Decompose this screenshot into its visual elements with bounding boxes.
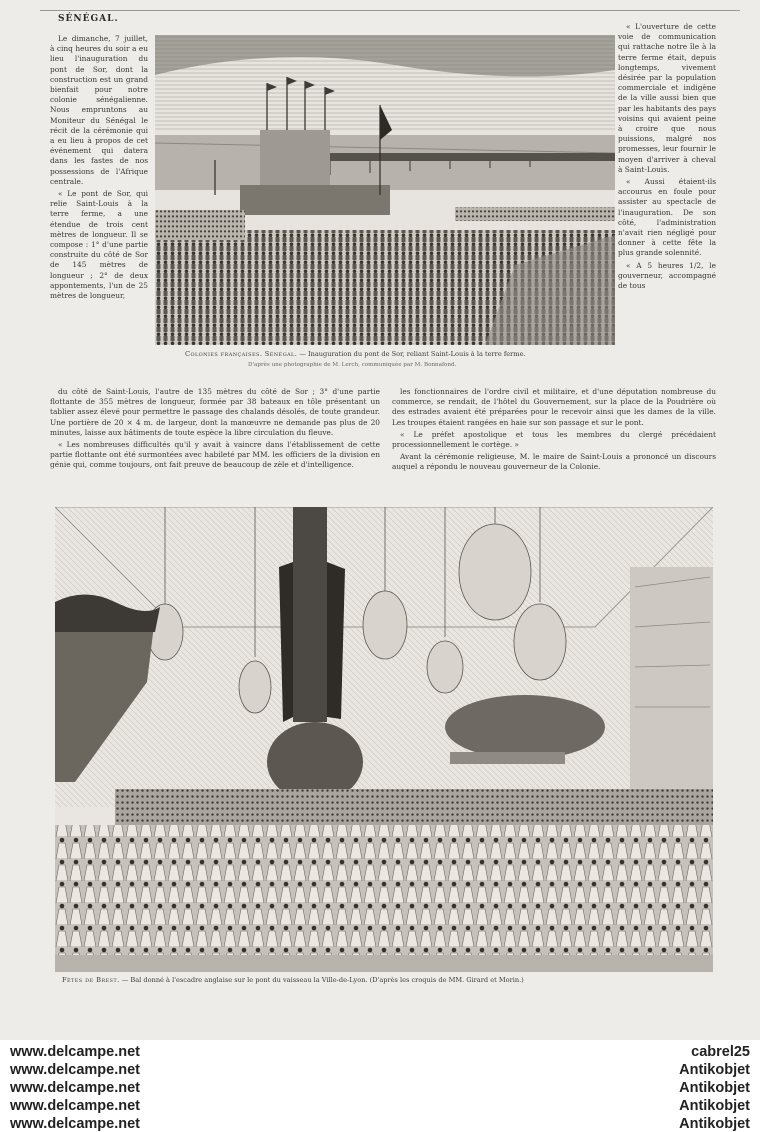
article-paragraph: du côté de Saint-Louis, l'autre de 135 mètres du côté de Sor ; 3° d'une partie flottante de 355 mètres de longueur, formée par 38 bateaux en tôle présentant un tablier assez élevé pour permettre le passage des chalands désolés, de toute grandeur. Une portière de 20 × 4 m. de largeur, dont la manœuvre ne demande pas plus de 20 minutes, laisse aux bâtiments de toute espèce la libre circulation du fleuve. (50, 387, 380, 437)
section-heading: SÉNÉGAL. (58, 14, 119, 24)
article-left-column (50, 34, 148, 410)
engraving-brest-ball (55, 507, 713, 972)
caption-text: — Bal donné à l'escadre anglaise sur le pont du vaisseau la Ville-de-Lyon. (D'après les croquis de MM. Girard et Morin.) (119, 976, 524, 984)
footer-right-line: Antikobjet (679, 1080, 750, 1096)
top-figure-credit: D'après une photographie de M. Lerch, communiquée par M. Bonnafond. (248, 362, 457, 368)
caption-title: Colonies françaises. Sénégal. (185, 350, 298, 358)
caption-text: — Inauguration du pont de Sor, reliant Saint-Louis à la terre ferme. (297, 350, 526, 358)
article-paragraph: les fonctionnaires de l'ordre civil et militaire, et d'une députation nombreuse du commerce, se rendait, de l'hôtel du Gouvernement, sur la place de la Poudrière où des estrades avaient été préparées pour le recevoir ainsi que les dames de la ville. Les troupes étaient rangées en haie sur son passage et sur le pont. (392, 387, 716, 427)
article-paragraph: « Les nombreuses difficultés qu'il y avait à vaincre dans l'établissement de cette partie flottante ont été surmontées avec habileté par MM. les officiers de la division en génie qui, comme toujours, ont fait preuve de beaucoup de zèle et d'intelligence. (50, 440, 380, 470)
watermark-footer (0, 1040, 760, 1131)
top-figure-caption (185, 350, 526, 358)
footer-left-line: www.delcampe.net (10, 1062, 140, 1078)
engraving-bridge-inauguration (155, 35, 615, 345)
top-rule (40, 10, 740, 11)
footer-right-line: Antikobjet (679, 1098, 750, 1114)
article-right-column (618, 22, 716, 410)
article-paragraph: « Le pont de Sor, qui relie Saint-Louis à la terre ferme, a une étendue de trois cent mètres de longueur. Il se compose : 1° d'une partie construite du côté de Sor de 145 mètres de longueur ; 2° de deux appontements, l'un de 25 mètres de longueur, (50, 189, 148, 301)
ball-illustration (55, 507, 713, 972)
footer-right-line: Antikobjet (679, 1062, 750, 1078)
bottom-figure-caption (62, 976, 524, 984)
footer-left-line: www.delcampe.net (10, 1044, 140, 1060)
footer-left-line: www.delcampe.net (10, 1098, 140, 1114)
bridge-illustration (155, 35, 615, 345)
article-paragraph: Le dimanche, 7 juillet, à cinq heures du soir a eu lieu l'inauguration du pont de Sor, dont la construction est un grand bienfait pour notre colonie sénégalienne. Nous empruntons au Moniteur du Sénégal le récit de la cérémonie qui a eu lieu à propos de cet événement qui datera dans les fastes de nos possessions de l'Afrique centrale. (50, 34, 148, 186)
footer-right-line: Antikobjet (679, 1116, 750, 1132)
caption-title: Fêtes de Brest. (62, 976, 120, 984)
article-mid-right-column (392, 387, 716, 505)
article-paragraph: « Le préfet apostolique et tous les membres du clergé précédaient processionnellement le cortège. » (392, 429, 716, 450)
article-paragraph: « Aussi étaient-ils accourus en foule pour assister au spectacle de l'inauguration. De son côté, l'administration n'avait rien négligé pour donner à cette fête la plus grande solennité. (618, 177, 716, 258)
article-paragraph: Avant la cérémonie religieuse, M. le maire de Saint-Louis a prononcé un discours auquel a répondu le nouveau gouverneur de la Colonie. (392, 452, 716, 472)
article-mid-left-column (50, 387, 380, 505)
article-paragraph: « A 5 heures 1/2, le gouverneur, accompagné de tous (618, 260, 716, 291)
footer-left-line: www.delcampe.net (10, 1116, 140, 1132)
article-paragraph: « L'ouverture de cette voie de communication qui rattache notre île à la terre ferme était, depuis longtemps, vivement désirée par la population commerciale et indigène de la ville aussi bien que par les habitants des pays voisins qui avaient peine à croire que nous puissions, malgré nos promesses, leur fournir le moyen d'arriver à cheval à Saint-Louis. (618, 22, 716, 174)
footer-left-line: www.delcampe.net (10, 1080, 140, 1096)
footer-right-line: cabrel25 (691, 1044, 750, 1060)
